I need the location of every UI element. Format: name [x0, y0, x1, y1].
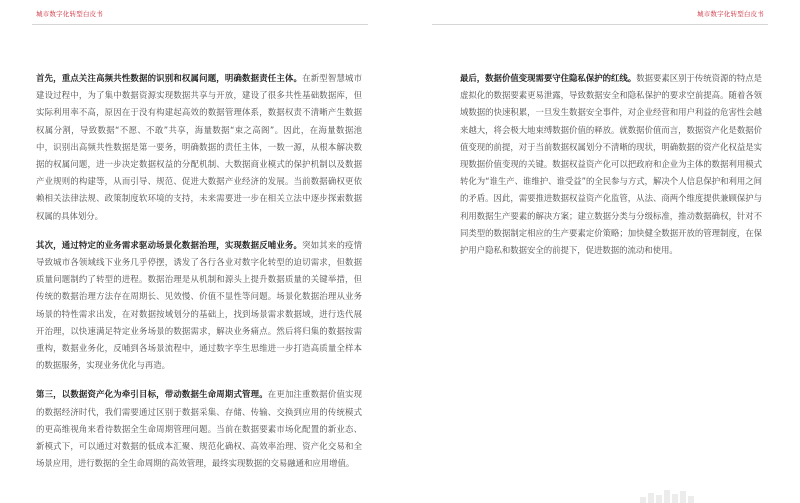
paragraph-lead: 首先，重点关注高频共性数据的识别和权属问题，明确数据责任主体。 — [36, 73, 303, 83]
running-header-left: 城市数字化转型白皮书 — [36, 10, 103, 18]
paragraph-lead: 最后，数据价值变现需要守住隐私保护的红线。 — [460, 73, 637, 83]
paragraph-data-assetization — [36, 386, 362, 472]
left-page-content — [36, 70, 362, 484]
paragraph-body: 突如其来的疫情导致城市各领域线下业务几乎停摆，诱发了各行各业对数字化转型的迫切需求，但数据质量问题制约了转型的进程。数据治理是从机制和源头上提升数据质量的关键举措，但传统的数据治理方法存在周期长、见效慢、价值不显性等问题。场景化数据治理从业务场景的特性需求出发，在对数据按域划分的基础上，找到场景需求数据域，进行迭代展开治理，以快速满足特定业务场景的数据需求，解决业务痛点。然后将归集的数据按需重构，数据业务化，反哺到各场景流程中，通过数字孪生思维进一步打造高质量全样本的数据服务，实现业务优化与再造。 — [36, 239, 363, 371]
paragraph-body: 在更加注重数据价值实现的数据经济时代，我们需要通过区别于数据采集、存储、传输、交换到应用的传统模式的更高维视角来看待数据全生命周期管理问题。当前在数据要素市场化配置的新业态、新模式下，可以通过对数据的低成本汇聚、规范化确权、高效率治理、资产化交易和全场景应用，进行数据的全生命周期的高效管理，最终实现数据的交易融通和应用增值。 — [36, 389, 363, 469]
running-header-right: 城市数字化转型白皮书 — [697, 10, 764, 18]
header-divider-right — [432, 24, 768, 25]
paragraph-lead: 其次，通过特定的业务需求驱动场景化数据治理，实现数据反哺业务。 — [36, 239, 303, 250]
header-divider-left — [32, 24, 368, 25]
right-page — [400, 0, 800, 503]
paragraph-lead: 第三，以数据资产化为牵引目标，带动数据生命周期式管理。 — [36, 389, 268, 400]
right-page-content — [460, 70, 762, 271]
decorative-bars — [640, 489, 696, 503]
paragraph-scenario-governance — [36, 237, 362, 375]
paragraph-privacy-protection — [460, 70, 762, 259]
paragraph-body: 在新型智慧城市建设过程中，为了集中数据资源实现数据共享与开放，建设了很多共性基础数据库，但实际利用率不高，原因在于没有构建起高效的数据管理体系，数据权责不清晰产生数据权属分割，导致数据“不愿、不敢”共享，海量数据“束之高阁”。因此，在海量数据池中，识别出高频共性数据是第一要务，明确数据的责任主体，一数一源，从根本解决数据的权属问题，进一步决定数据权益的分配机制、大数据商业模式的保护机制以及数据产业规则的构建等，从而引导、规范、促进大数据产业经济的发展。当前数据确权更依赖相关法律法规、政策制度软环境的支持，未来需要进一步在相关立法中逐步探索数据权属的具体划分。 — [36, 73, 363, 221]
paragraph-data-ownership — [36, 70, 362, 225]
paragraph-body: 数据要素区别于传统资源的特点是虚拟化的数据要素更易泄露，导致数据安全和隐私保护的要求空前提高。随着各领域数据的快速积累，一旦发生数据安全事件，对企业经营和用户利益的危害性会越来越大，将会极大地束缚数据价值的释放。就数据价值而言，数据资产化是数据价值变现的前提，对于当前数据权属划分不清晰的现状，明确数据的资产化权益是实现数据价值变现的关键。数据权益资产化可以把政府和企业为主体的数据利用模式转化为“谁生产、谁维护、谁受益”的全民参与方式，解决个人信息保护和利用之间的矛盾。因此，需要推进数据权益资产化监管，从法、商两个维度提供兼顾保护与利用数据生产要素的解决方案；建立数据分类与分级标准，推动数据确权，针对不同类型的数据制定相应的生产要素定价策略；加快健全数据开放的管理制度，在保护用户隐私和数据安全的前提下，促进数据的流动和使用。 — [460, 73, 763, 256]
